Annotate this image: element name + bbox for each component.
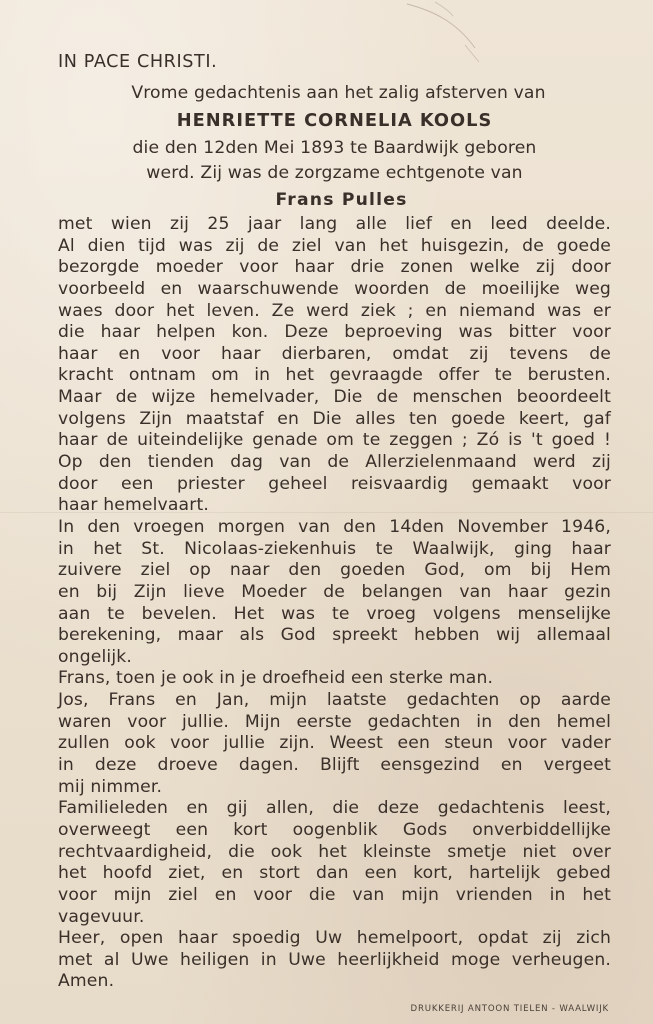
body-line: overweegt een kort oogenblik Gods onverbiddellijke — [58, 819, 611, 840]
body-line: waes door het leven. Ze werd ziek ; en niemand was er — [58, 300, 611, 321]
body-line: Frans, toen je ook in je droefheid een sterke man. — [58, 668, 494, 689]
body-line: zullen ook voor jullie zijn. Weest een steun voor vader — [58, 733, 611, 754]
body-line: haar en voor haar dierbaren, omdat zij tevens de — [58, 343, 611, 364]
header-text: IN PACE CHRISTI. — [58, 52, 218, 72]
spouse-intro: werd. Zij was de zorgzame echtgenote van — [146, 163, 523, 183]
body-line: Maar de wijze hemelvader, Die de menschen beoordeelt — [58, 387, 611, 408]
body-line: zuivere ziel op naar den goeden God, om bij Hem — [58, 560, 611, 581]
body-line: Amen. — [58, 971, 115, 992]
body-line: met wien zij 25 jaar lang alle lief en leed deelde. — [58, 214, 611, 234]
body-line: haar de uiteindelijke genade om te zeggen ; Zó is 't goed ! — [58, 430, 611, 451]
body-line: in deze droeve dagen. Blijft eensgezind en vergeet — [58, 755, 611, 776]
body-line: volgens Zijn maatstaf en Die alles ten goede keert, gaf — [58, 408, 611, 429]
body-line: voor mijn ziel en voor die van mijn vrienden in het — [58, 884, 611, 905]
body-line: door een priester geheel reisvaardig gemaakt voor — [58, 473, 611, 494]
body-line: berekening, maar als God spreekt hebben wij allemaal — [58, 625, 611, 646]
body-line: en bij Zijn lieve Moeder de belangen van haar gezin — [58, 581, 611, 602]
body-line: bezorgde moeder voor haar drie zonen welke zij door — [58, 257, 611, 278]
body-line: In den vroegen morgen van den 14den November 1946, — [58, 516, 611, 537]
deceased-name: HENRIETTE CORNELIA KOOLS — [176, 110, 493, 131]
body-line: met al Uwe heiligen in Uwe heerlijkheid moge verheugen. — [58, 949, 611, 970]
body-line: rechtvaardigheid, die ook het kleinste smetje niet over — [58, 841, 611, 862]
printer-credit: DRUKKERIJ ANTOON TIELEN - WAALWIJK — [410, 1004, 609, 1014]
body-line: ongelijk. — [58, 646, 132, 667]
body-line: Jos, Frans en Jan, mijn laatste gedachten op aarde — [58, 690, 611, 711]
body-line: waren voor jullie. Mijn eerste gedachten in den hemel — [58, 711, 611, 732]
body-line: in het St. Nicolaas-ziekenhuis te Waalwijk, ging haar — [58, 538, 611, 559]
body-line: vagevuur. — [58, 906, 145, 927]
spouse-name: Frans Pulles — [275, 190, 408, 210]
body-line: mij nimmer. — [58, 776, 163, 797]
body-line: Al dien tijd was zij de ziel van het huisgezin, de goede — [58, 235, 611, 256]
body-line: die haar helpen kon. Deze beproeving was bitter voor — [58, 322, 611, 343]
body-line: voorbeeld en waarschuwende woorden de moeilijke weg — [58, 278, 611, 299]
card-text — [58, 50, 611, 993]
body-line: het hoofd ziet, en stort dan een kort, hartelijk gebed — [58, 863, 611, 884]
body-line: Op den tienden dag van de Allerzielenmaand werd zij — [58, 452, 611, 473]
body-line: haar hemelvaart. — [58, 495, 209, 516]
body-line: kracht ontnam om in het gevraagde offer te berusten. — [58, 365, 611, 386]
body-line: Familieleden en gij allen, die deze gedachtenis leest, — [58, 798, 611, 819]
body-line: Heer, open haar spoedig Uw hemelpoort, opdat zij zich — [58, 928, 611, 949]
birth-line: die den 12den Mei 1893 te Baardwijk geboren — [132, 138, 537, 158]
body-text — [58, 214, 611, 993]
subtitle-text: Vrome gedachtenis aan het zalig afsterven van — [131, 83, 546, 103]
body-line: aan te bevelen. Het was te vroeg volgens menselijke — [58, 603, 611, 624]
